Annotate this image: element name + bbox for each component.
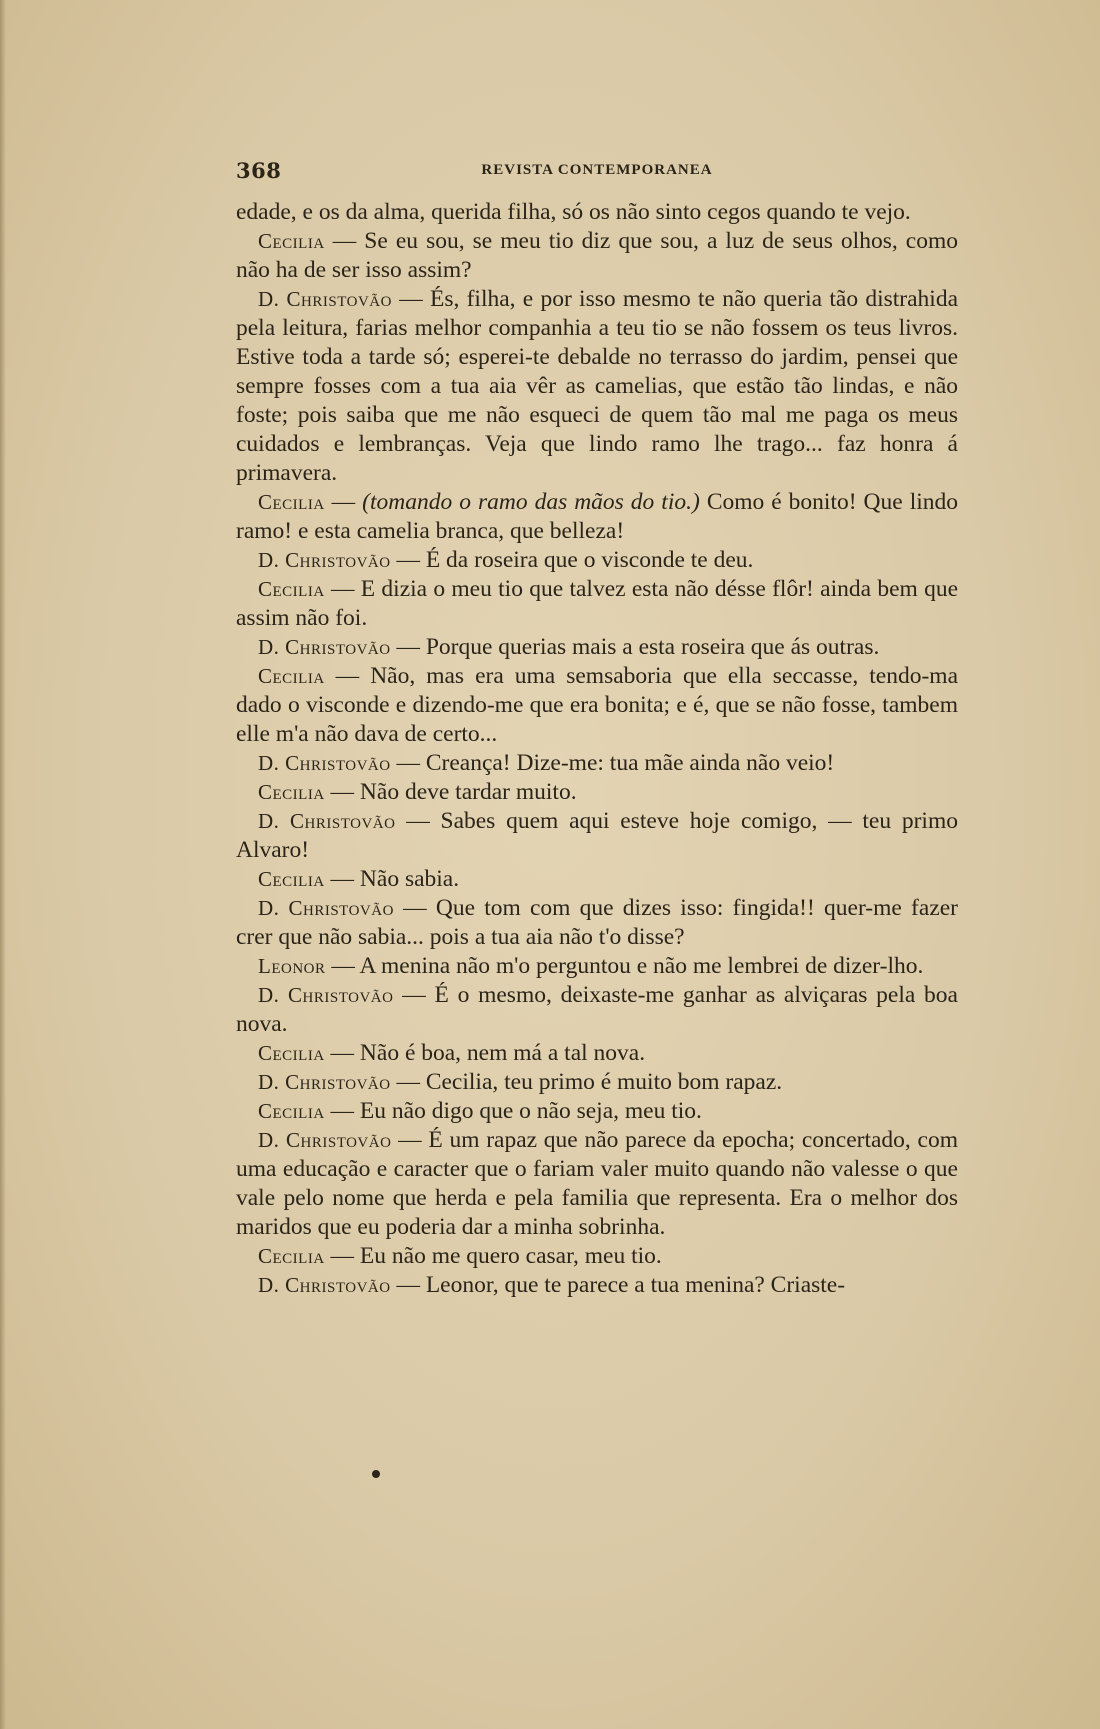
dialogue-line: Leonor — A menina não m'o perguntou e não me lembrei de dizer-lho. xyxy=(258,953,924,979)
dialogue-text: Porque querias mais a esta roseira que ás outras. xyxy=(425,634,880,660)
speaker-name: Cecilia xyxy=(258,229,325,253)
speaker-name: Cecilia xyxy=(258,577,325,601)
speaker-name: D. Christovão xyxy=(258,896,394,920)
dialogue-text: É o mesmo, deixaste-me ganhar as alviçaras pela boa nova. xyxy=(236,982,958,1037)
speaker-name: D. Christovão xyxy=(258,983,394,1007)
dialogue-line: D. Christovão — Porque querias mais a esta roseira que ás outras. xyxy=(258,634,880,660)
speaker-name: Cecilia xyxy=(258,490,325,514)
dialogue-text: Eu não digo que o não seja, meu tio. xyxy=(359,1098,702,1124)
speaker-name: Cecilia xyxy=(258,1041,325,1065)
speaker-name: Cecilia xyxy=(258,664,325,688)
dialogue-line: Cecilia — Se eu sou, se meu tio diz que sou, a luz de seus olhos, como não ha de ser isso assim? xyxy=(236,228,958,283)
speaker-name: Leonor xyxy=(258,954,326,978)
dialogue-text: É da roseira que o visconde te deu. xyxy=(425,547,754,573)
dialogue-line: D. Christovão — Cecilia, teu primo é muito bom rapaz. xyxy=(258,1069,783,1095)
paragraph xyxy=(236,198,958,227)
running-title: REVISTA CONTEMPORANEA xyxy=(481,162,713,178)
speaker-name: D. Christovão xyxy=(258,751,391,775)
paragraph-text: edade, e os da alma, querida filha, só os não sinto cegos quando te vejo. xyxy=(236,199,911,225)
dialogue-text: Creança! Dize-me: tua mãe ainda não veio! xyxy=(425,750,835,776)
dialogue-text: Que tom com que dizes isso: fingida!! quer-me fazer crer que não sabia... pois a tua aia não t'o disse? xyxy=(236,895,958,950)
dialogue-text: Não, mas era uma semsaboria que ella seccasse, tendo-ma dado o visconde e dizendo-me que era bonita; e é, que se não fosse, tambem elle m'a não dava de certo... xyxy=(236,663,958,747)
dialogue-text: Eu não me quero casar, meu tio. xyxy=(359,1243,662,1269)
dialogue-line: D. Christovão — É da roseira que o visconde te deu. xyxy=(258,547,754,573)
speaker-name: D. Christovão xyxy=(258,1273,391,1297)
dialogue-line: Cecilia — Não é boa, nem má a tal nova. xyxy=(258,1040,646,1066)
dialogue-text: Sabes quem aqui esteve hoje comigo, — teu primo Alvaro! xyxy=(236,808,958,863)
dialogue-text: Como é bonito! Que lindo ramo! e esta camelia branca, que belleza! xyxy=(236,489,959,544)
page-header xyxy=(236,158,958,184)
dialogue-line: D. Christovão — És, filha, e por isso mesmo te não queria tão distrahida pela leitura, farias melhor companhia a teu tio se não fossem os teus livros. Estive toda a tarde só; esperei-te debalde no terrasso do jardim, pensei que sempre fosses com a tua aia vêr as camelias, que estão tão lindas, e não foste; pois saiba que me não esqueci de quem tão mal me paga os meus cuidados e lembranças. Veja que lindo ramo lhe trago... faz honra á primavera. xyxy=(236,286,959,486)
dialogue-line: D. Christovão — Sabes quem aqui esteve hoje comigo, — teu primo Alvaro! xyxy=(236,808,958,863)
speaker-name: D. Christovão xyxy=(258,548,391,572)
dialogue-line: D. Christovão — Que tom com que dizes isso: fingida!! quer-me fazer crer que não sabia... pois a tua aia não t'o disse? xyxy=(236,895,958,950)
dialogue-text: Se eu sou, se meu tio diz que sou, a luz de seus olhos, como não ha de ser isso assim? xyxy=(236,228,958,283)
speaker-name: Cecilia xyxy=(258,1099,325,1123)
speaker-name: Cecilia xyxy=(258,1244,325,1268)
speaker-name: D. Christovão xyxy=(258,635,391,659)
dialogue-line: Cecilia — Eu não digo que o não seja, meu tio. xyxy=(258,1098,702,1124)
dialogue-text: É um rapaz que não parece da epocha; concertado, com uma educação e caracter que o fariam valer muito quando não valesse o que vale pelo nome que herda e pela familia que representa. Era o melhor dos maridos que eu poderia dar a minha sobrinha. xyxy=(236,1127,958,1240)
dialogue-text: Não sabia. xyxy=(359,866,460,892)
speaker-name: D. Christovão xyxy=(258,1128,392,1152)
dialogue-line: Cecilia — Não, mas era uma semsaboria que ella seccasse, tendo-ma dado o visconde e dizendo-me que era bonita; e é, que se não fosse, tambem elle m'a não dava de certo... xyxy=(236,663,958,747)
page-number: 368 xyxy=(236,158,282,183)
dialogue-text: Cecilia, teu primo é muito bom rapaz. xyxy=(425,1069,783,1095)
dialogue-text: És, filha, e por isso mesmo te não queria tão distrahida pela leitura, farias melhor companhia a teu tio se não fossem os teus livros. Estive toda a tarde só; esperei-te debalde no terrasso do jardim, pensei que sempre fosses com a tua aia vêr as camelias, que estão tão lindas, e não foste; pois saiba que me não esqueci de quem tão mal me paga os meus cuidados e lembranças. Veja que lindo ramo lhe trago... faz honra á primavera. xyxy=(236,286,959,486)
speaker-name: Cecilia xyxy=(258,867,325,891)
dialogue-line: Cecilia — E dizia o meu tio que talvez esta não désse flôr! ainda bem que assim não foi. xyxy=(236,576,959,631)
dialogue-text: E dizia o meu tio que talvez esta não désse flôr! ainda bem que assim não foi. xyxy=(236,576,959,631)
dialogue-line: D. Christovão — Creança! Dize-me: tua mãe ainda não veio! xyxy=(258,750,835,776)
speaker-name: D. Christovão xyxy=(258,809,396,833)
dialogue-line: Cecilia — Eu não me quero casar, meu tio. xyxy=(258,1243,662,1269)
page-spine-shadow xyxy=(0,0,6,1729)
dialogue-line: Cecilia — Não sabia. xyxy=(258,866,460,892)
dialogue-text: A menina não m'o perguntou e não me lembrei de dizer-lho. xyxy=(359,953,924,979)
speaker-name: D. Christovão xyxy=(258,1070,391,1094)
body-text xyxy=(236,198,958,1300)
ink-spot-mark xyxy=(372,1470,380,1478)
stage-direction: (tomando o ramo das mãos do tio.) xyxy=(362,489,700,515)
speaker-name: D. Christovão xyxy=(258,287,392,311)
dialogue-text: Não deve tardar muito. xyxy=(359,779,577,805)
dialogue-line: Cecilia — (tomando o ramo das mãos do tio.) Como é bonito! Que lindo ramo! e esta camelia branca, que belleza! xyxy=(236,489,959,544)
dialogue-line: Cecilia — Não deve tardar muito. xyxy=(258,779,577,805)
dialogue-line: D. Christovão — É um rapaz que não parece da epocha; concertado, com uma educação e caracter que o fariam valer muito quando não valesse o que vale pelo nome que herda e pela familia que representa. Era o melhor dos maridos que eu poderia dar a minha sobrinha. xyxy=(236,1127,958,1240)
dialogue-text: Leonor, que te parece a tua menina? Criaste- xyxy=(425,1272,846,1298)
dialogue-line: D. Christovão — Leonor, que te parece a tua menina? Criaste- xyxy=(258,1272,846,1298)
dialogue-line: D. Christovão — É o mesmo, deixaste-me ganhar as alviçaras pela boa nova. xyxy=(236,982,958,1037)
speaker-name: Cecilia xyxy=(258,780,325,804)
dialogue-text: Não é boa, nem má a tal nova. xyxy=(359,1040,646,1066)
